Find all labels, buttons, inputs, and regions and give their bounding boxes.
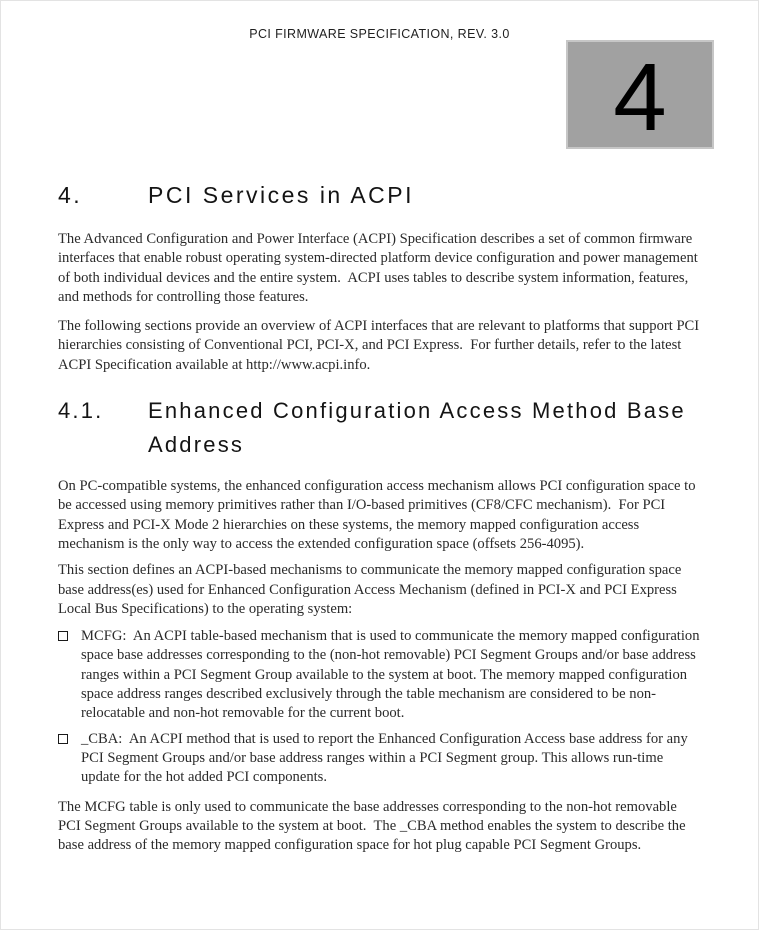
section-heading [58, 394, 701, 462]
chapter-number: 4 [613, 43, 667, 151]
bullet-list [58, 627, 704, 787]
square-bullet-icon [58, 631, 68, 641]
chapter-heading [58, 182, 701, 208]
chapter-heading-title: PCI Services in ACPI [148, 182, 415, 208]
page-content [58, 1, 704, 855]
section-heading-title: Enhanced Configuration Access Method Base Address [148, 398, 686, 458]
bullet-item [58, 730, 701, 788]
intro-paragraph-2: The following sections provide an overview of ACPI interfaces that are relevant to platforms that support PCI hierarchies consisting of Conventional PCI, PCI-X, and PCI Express. For further details, refer to the latest ACPI Specification available at http://www.acpi.info. [58, 318, 703, 373]
section-heading-number: 4.1. [58, 398, 104, 424]
square-bullet-icon [58, 734, 68, 744]
section-paragraph-2: This section defines an ACPI-based mechanisms to communicate the memory mapped configuration space base address(es) used for Enhanced Configuration Access Mechanism (defined in PCI-X and PCI Express Local Bus Specifications) to the operating system: [58, 562, 685, 617]
section-paragraph-1: On PC-compatible systems, the enhanced configuration access mechanism allows PCI configuration space to be accessed using memory primitives rather than I/O-based primitives (CF8/CFC mechanism). For PCI Express and PCI-X Mode 2 hierarchies on these systems, the memory mapped configuration access mechanism is the only way to access the extended configuration space (offsets 256-4095). [58, 478, 700, 552]
closing-paragraph: The MCFG table is only used to communicate the base addresses corresponding to the non-hot removable PCI Segment Groups available to the system at boot. The _CBA method enables the system to describe the base address of the memory mapped configuration space for hot plug capable PCI Segment Groups. [58, 798, 690, 854]
intro-paragraph-1: The Advanced Configuration and Power Interface (ACPI) Specification describes a set of common firmware interfaces that enable robust operating system-directed platform device configuration and power management of both individual devices and the entire system. ACPI uses tables to describe system information, features, and methods for controlling those features. [58, 231, 702, 305]
bullet-text: _CBA: An ACPI method that is used to report the Enhanced Configuration Access base address for any PCI Segment Groups and/or base address ranges within a PCI Segment group. This allows run-time update for the hot added PCI components. [81, 730, 692, 786]
bullet-text: MCFG: An ACPI table-based mechanism that is used to communicate the memory mapped configuration space base addresses corresponding to the (non-hot removable) PCI Segment Groups and/or base address ranges within a PCI Segment Group available to the system at boot. The memory mapped configuration space address ranges described exclusively through the table mechanism are considered to be non-relocatable and non-hot removable for the current boot. [81, 628, 704, 722]
bullet-item [58, 627, 704, 723]
chapter-heading-number: 4. [58, 182, 83, 208]
running-header: PCI FIRMWARE SPECIFICATION, REV. 3.0 [249, 27, 510, 41]
